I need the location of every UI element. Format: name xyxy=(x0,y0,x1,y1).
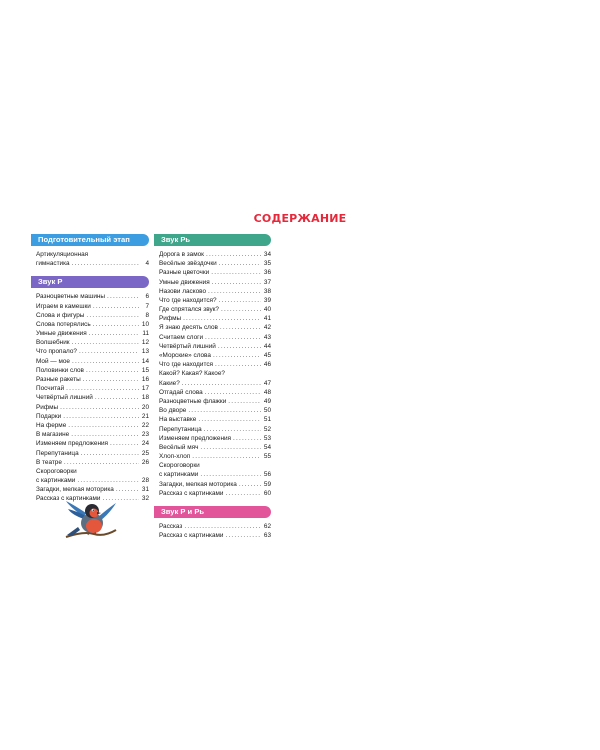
dot-leader xyxy=(72,338,139,347)
toc-entry-label: Какой? Какая? Какое? xyxy=(159,370,225,378)
toc-entry-label: Половинки слов xyxy=(36,366,84,374)
toc-entry-label: Четвёртый лишний xyxy=(159,342,216,350)
toc-entry-page: 63 xyxy=(263,532,271,540)
toc-entry-label: Четвёртый лишний xyxy=(36,394,93,402)
toc-entry-page: 42 xyxy=(263,324,271,332)
toc-entry-label: Что где находится? xyxy=(159,296,217,304)
toc-entry-label: В театре xyxy=(36,458,62,466)
toc-entry-label: Умные движения xyxy=(36,330,87,338)
toc-entry-label: с картинками xyxy=(159,471,199,479)
toc-entry-label: Загадки, мелкая моторика xyxy=(36,486,114,494)
toc-entry-label: Играем в камешки xyxy=(36,302,91,310)
toc-entry-label: Считаем слоги xyxy=(159,333,204,341)
toc-entry-page: 35 xyxy=(263,260,271,268)
toc-entry-page: 22 xyxy=(141,421,149,429)
toc-entry[interactable] xyxy=(36,485,149,494)
toc-entry[interactable] xyxy=(36,439,149,448)
toc-entry-label: Весёлые звёздочки xyxy=(159,260,217,268)
dot-leader xyxy=(68,421,139,430)
toc-entry[interactable] xyxy=(36,393,149,402)
dot-leader xyxy=(110,439,139,448)
toc-entry-page: 21 xyxy=(141,412,149,420)
toc-entry-label: Разные ракеты xyxy=(36,376,81,384)
toc-entry[interactable] xyxy=(36,458,149,467)
toc-entry-page: 48 xyxy=(263,388,271,396)
toc-entry-label: гимнастика xyxy=(36,260,70,268)
toc-left-column xyxy=(31,234,149,504)
toc-entry-page: 20 xyxy=(141,403,149,411)
toc-entry[interactable] xyxy=(36,311,149,320)
toc-entry[interactable] xyxy=(36,421,149,430)
dot-leader xyxy=(95,393,139,402)
toc-entry[interactable] xyxy=(36,292,149,301)
toc-entry-page: 16 xyxy=(141,376,149,384)
toc-entry-page: 32 xyxy=(141,495,149,503)
toc-section-list xyxy=(31,288,149,503)
dot-leader xyxy=(218,342,261,351)
toc-entry-label: Посчитай xyxy=(36,385,65,393)
toc-entry[interactable] xyxy=(159,287,271,296)
toc-entry[interactable] xyxy=(36,467,149,476)
toc-entry-label: На выставке xyxy=(159,416,197,424)
toc-entry[interactable] xyxy=(159,379,271,388)
dot-leader xyxy=(72,259,139,268)
toc-entry-label: Какие? xyxy=(159,379,180,387)
toc-entry[interactable] xyxy=(36,250,149,259)
toc-entry-page: 25 xyxy=(141,449,149,457)
toc-entry-label: Артикуляционная xyxy=(36,250,89,258)
toc-entry-page: 18 xyxy=(141,394,149,402)
toc-entry-label: Перепутаница xyxy=(36,449,79,457)
toc-entry[interactable] xyxy=(159,333,271,342)
toc-entry-label: Отгадай слова xyxy=(159,388,203,396)
dot-leader xyxy=(239,480,261,489)
toc-entry[interactable] xyxy=(36,338,149,347)
toc-entry-page: 37 xyxy=(263,278,271,286)
toc-entry-label: Назови ласково xyxy=(159,287,207,295)
toc-entry-label: Рассказ с картинками xyxy=(159,489,224,497)
toc-entry-label: Я знаю десять слов xyxy=(159,324,218,332)
toc-entry-label: Где спрятался звук? xyxy=(159,306,219,314)
toc-entry-label: Весёлый мяч xyxy=(159,443,199,451)
dot-leader xyxy=(107,292,139,301)
toc-entry[interactable] xyxy=(159,369,271,378)
toc-entry[interactable] xyxy=(36,384,149,393)
toc-entry-label: Волшебник xyxy=(36,339,70,347)
toc-entry-page: 10 xyxy=(141,320,149,328)
toc-entry[interactable] xyxy=(159,397,271,406)
toc-entry-label: На ферме xyxy=(36,421,67,429)
toc-entry-page: 47 xyxy=(263,379,271,387)
toc-entry-page: 6 xyxy=(145,293,149,301)
toc-entry[interactable] xyxy=(159,278,271,287)
toc-entry-page: 40 xyxy=(263,306,271,314)
section-header: Звук Р и Рь xyxy=(154,506,271,518)
toc-entry-label: Слова и фигуры xyxy=(36,311,85,319)
toc-right-column xyxy=(154,234,271,540)
dot-leader xyxy=(81,449,139,458)
dot-leader xyxy=(200,471,261,480)
toc-entry[interactable] xyxy=(36,476,149,485)
dot-leader xyxy=(192,452,261,461)
toc-entry-page: 44 xyxy=(263,342,271,350)
toc-entry[interactable] xyxy=(159,305,271,314)
toc-entry[interactable] xyxy=(159,434,271,443)
bullfinch-illustration xyxy=(64,497,118,543)
toc-entry[interactable] xyxy=(36,403,149,412)
toc-entry-label: Загадки, мелкая моторика xyxy=(159,480,237,488)
dot-leader xyxy=(225,489,261,498)
toc-entry-page: 50 xyxy=(263,407,271,415)
toc-entry-label: Что где находится xyxy=(159,361,213,369)
toc-entry[interactable] xyxy=(159,443,271,452)
toc-entry-label: Изменяем предложения xyxy=(36,440,109,448)
toc-entry-label: Умные движения xyxy=(159,278,210,286)
dot-leader xyxy=(205,388,261,397)
toc-entry[interactable] xyxy=(159,452,271,461)
toc-entry[interactable] xyxy=(36,259,149,268)
dot-leader xyxy=(200,443,261,452)
toc-entry[interactable] xyxy=(159,480,271,489)
toc-entry-label: Рассказ xyxy=(159,523,183,531)
toc-entry[interactable] xyxy=(159,489,271,498)
toc-entry[interactable] xyxy=(36,449,149,458)
toc-entry[interactable] xyxy=(159,425,271,434)
dot-leader xyxy=(220,324,261,333)
toc-entry[interactable] xyxy=(159,268,271,277)
section-header: Подготовительный этап xyxy=(31,234,149,246)
toc-entry[interactable] xyxy=(36,357,149,366)
toc-entry-label: Изменяем предложения xyxy=(159,434,232,442)
toc-entry[interactable] xyxy=(36,320,149,329)
toc-entry-label: Подарки xyxy=(36,412,62,420)
section-header: Звук Рь xyxy=(154,234,271,246)
dot-leader xyxy=(63,412,139,421)
dot-leader xyxy=(89,329,139,338)
toc-entry[interactable] xyxy=(159,314,271,323)
toc-entry-label: Скороговорки xyxy=(159,462,200,470)
dot-leader xyxy=(213,351,261,360)
dot-leader xyxy=(208,287,261,296)
toc-entry-page: 38 xyxy=(263,287,271,295)
section-header: Звук Р xyxy=(31,276,149,288)
toc-entry[interactable] xyxy=(159,342,271,351)
dot-leader xyxy=(205,333,261,342)
toc-entry[interactable] xyxy=(159,324,271,333)
toc-section-list xyxy=(154,246,271,506)
toc-entry-label: «Морские» слова xyxy=(159,352,211,360)
dot-leader xyxy=(64,458,139,467)
dot-leader xyxy=(66,384,139,393)
toc-entry-page: 54 xyxy=(263,443,271,451)
dot-leader xyxy=(183,314,261,323)
toc-entry-label: В магазине xyxy=(36,431,70,439)
toc-entry-page: 17 xyxy=(141,385,149,393)
dot-leader xyxy=(93,320,139,329)
toc-entry[interactable] xyxy=(159,415,271,424)
toc-entry[interactable] xyxy=(159,259,271,268)
toc-entry-page: 46 xyxy=(263,361,271,369)
toc-entry-page: 51 xyxy=(263,416,271,424)
toc-entry-page: 14 xyxy=(141,357,149,365)
toc-entry-page: 8 xyxy=(145,311,149,319)
toc-entry[interactable] xyxy=(36,412,149,421)
dot-leader xyxy=(212,278,261,287)
dot-leader xyxy=(188,406,261,415)
dot-leader xyxy=(204,425,261,434)
toc-entry[interactable] xyxy=(36,302,149,311)
toc-entry-page: 31 xyxy=(141,486,149,494)
toc-entry[interactable] xyxy=(159,406,271,415)
toc-entry-label: с картинками xyxy=(36,477,76,485)
toc-entry-page: 39 xyxy=(263,296,271,304)
toc-entry[interactable] xyxy=(159,250,271,259)
toc-entry-label: Рифмы xyxy=(159,315,182,323)
dot-leader xyxy=(60,403,139,412)
toc-entry-page: 43 xyxy=(263,333,271,341)
toc-entry-page: 34 xyxy=(263,250,271,258)
toc-section-list xyxy=(154,518,271,540)
dot-leader xyxy=(225,531,261,540)
toc-section-list xyxy=(31,246,149,276)
page-title: СОДЕРЖАНИЕ xyxy=(253,212,347,225)
toc-entry-page: 23 xyxy=(141,431,149,439)
toc-entry-label: Хлоп-хлоп xyxy=(159,453,191,461)
toc-entry[interactable] xyxy=(36,329,149,338)
toc-entry-page: 15 xyxy=(141,366,149,374)
dot-leader xyxy=(86,366,139,375)
toc-entry[interactable] xyxy=(159,531,271,540)
dot-leader xyxy=(228,397,261,406)
toc-entry-label: Дорога в замок xyxy=(159,250,204,258)
toc-entry[interactable] xyxy=(36,430,149,439)
toc-entry-page: 13 xyxy=(141,348,149,356)
toc-entry[interactable] xyxy=(159,388,271,397)
toc-entry-label: Скороговорки xyxy=(36,467,77,475)
toc-entry-page: 56 xyxy=(263,471,271,479)
dot-leader xyxy=(71,430,139,439)
toc-entry-page: 45 xyxy=(263,352,271,360)
toc-entry-page: 12 xyxy=(141,339,149,347)
toc-entry-label: Разноцветные флажки xyxy=(159,397,227,405)
toc-entry-page: 28 xyxy=(141,477,149,485)
dot-leader xyxy=(219,296,261,305)
toc-entry-page: 7 xyxy=(145,302,149,310)
toc-entry[interactable] xyxy=(159,461,271,470)
dot-leader xyxy=(219,259,261,268)
toc-entry[interactable] xyxy=(159,522,271,531)
toc-entry-page: 53 xyxy=(263,434,271,442)
toc-entry-page: 36 xyxy=(263,269,271,277)
dot-leader xyxy=(184,522,261,531)
dot-leader xyxy=(77,476,139,485)
toc-entry-page: 11 xyxy=(142,330,149,338)
toc-entry-page: 55 xyxy=(263,453,271,461)
toc-entry[interactable] xyxy=(159,471,271,480)
toc-entry[interactable] xyxy=(159,351,271,360)
toc-entry[interactable] xyxy=(36,366,149,375)
toc-entry-label: Перепутаница xyxy=(159,425,202,433)
toc-entry[interactable] xyxy=(159,360,271,369)
toc-entry-page: 52 xyxy=(263,425,271,433)
toc-entry-page: 49 xyxy=(263,397,271,405)
toc-entry-label: Во дворе xyxy=(159,407,187,415)
toc-entry-label: Что пропало? xyxy=(36,348,77,356)
toc-entry[interactable] xyxy=(36,375,149,384)
dot-leader xyxy=(211,268,261,277)
toc-entry-page: 4 xyxy=(145,260,149,268)
dot-leader xyxy=(182,379,261,388)
dot-leader xyxy=(86,311,139,320)
toc-entry-label: Рифмы xyxy=(36,403,59,411)
toc-entry[interactable] xyxy=(159,296,271,305)
toc-entry-label: Рассказ с картинками xyxy=(159,532,224,540)
dot-leader xyxy=(72,357,139,366)
toc-entry-page: 41 xyxy=(263,315,271,323)
dot-leader xyxy=(221,305,261,314)
dot-leader xyxy=(198,415,261,424)
dot-leader xyxy=(93,302,139,311)
toc-entry-page: 60 xyxy=(263,489,271,497)
toc-entry-label: Разные цветочки xyxy=(159,269,210,277)
toc-entry-label: Слова потерялись xyxy=(36,320,91,328)
toc-entry-page: 24 xyxy=(141,440,149,448)
toc-entry-label: Рассказ с картинками xyxy=(36,495,101,503)
dot-leader xyxy=(83,375,139,384)
dot-leader xyxy=(116,485,139,494)
toc-entry-page: 26 xyxy=(141,458,149,466)
dot-leader xyxy=(79,348,139,357)
toc-entry-label: Разноцветные машины xyxy=(36,293,106,301)
toc-entry-label: Мой — мое xyxy=(36,357,70,365)
toc-entry-page: 62 xyxy=(263,523,271,531)
dot-leader xyxy=(206,250,261,259)
dot-leader xyxy=(233,434,261,443)
toc-entry-page: 59 xyxy=(263,480,271,488)
toc-entry[interactable] xyxy=(36,348,149,357)
dot-leader xyxy=(215,360,261,369)
